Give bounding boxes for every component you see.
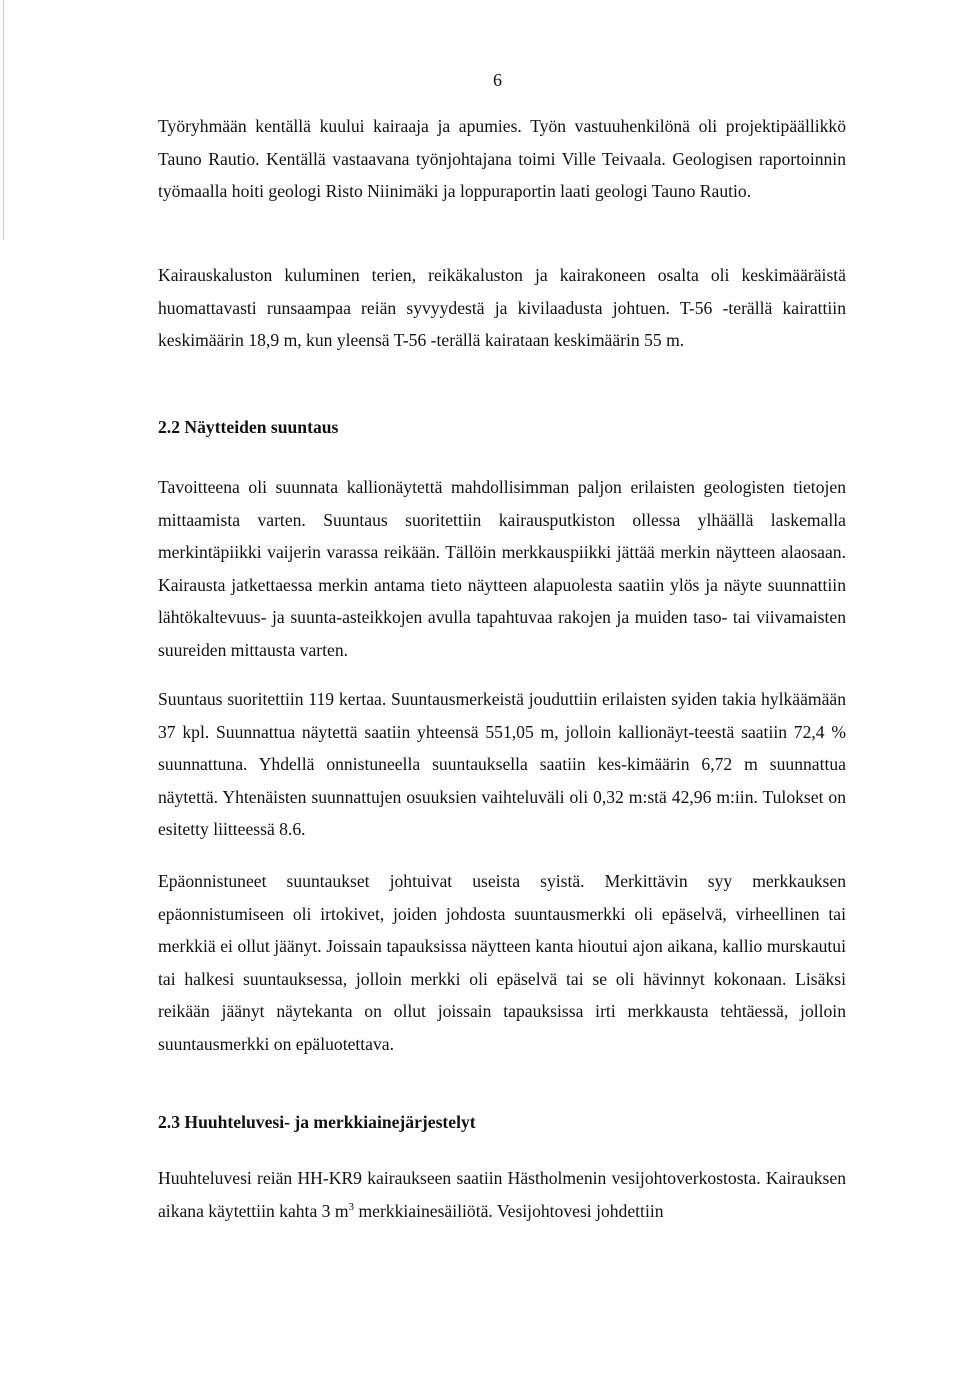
section-heading-2-3: 2.3 Huuhteluvesi- ja merkkiainejärjestelyt <box>158 1112 476 1132</box>
flushing-text-end: merkkiainesäiliötä. Vesijohtovesi johdettiin <box>354 1200 664 1221</box>
section-heading-2-2: 2.2 Näytteiden suuntaus <box>158 417 339 437</box>
paragraph-team: Työryhmään kentällä kuului kairaaja ja apumies. Työn vastuuhenkilönä oli projektipäällikkö Tauno Rautio. Kentällä vastaavana työnjohtajana toimi Ville Teivaala. Geologisen raportoinnin työmaalla hoiti geologi Risto Niinimäki ja loppuraportin laati geologi Tauno Rautio. <box>158 116 846 201</box>
paragraph-flushing-water <box>158 1162 846 1227</box>
cubic-superscript: 3 <box>348 1200 355 1213</box>
paragraph-failed-orientations: Epäonnistuneet suuntaukset johtuivat useista syistä. Merkittävin syy merkkauksen epäonnistumiseen oli irtokivet, joiden johdosta suuntausmerkki oli epäselvä, virheellinen tai merkkiä ei ollut jäänyt. Joissain tapauksissa näytteen kanta hioutui ajon aikana, kallio murskautui tai halkesi suuntauksessa, jolloin merkki oli epäselvä tai se oli hävinnyt kokonaan. Lisäksi reikään jäänyt näytekanta on ollut joissain tapauksissa irti merkkausta tehtäessä, jolloin suuntausmerkki on epäluotettava. <box>158 871 846 1054</box>
scan-edge <box>3 0 4 240</box>
paragraph-orientation-results: Suuntaus suoritettiin 119 kertaa. Suuntausmerkeistä jouduttiin erilaisten syiden takia hylkäämään 37 kpl. Suunnattua näytettä saatiin yhteensä 551,05 m, jolloin kallionäyt-teestä saatiin 72,4 % suunnattuna. Yhdellä onnistuneella suuntauksella saatiin kes-kimäärin 6,72 m suunnattua näytettä. Yhtenäisten suunnattujen osuuksien vaihteluväli oli 0,32 m:stä 42,96 m:iin. Tulokset on esitetty liitteessä 8.6. <box>158 689 846 839</box>
page-number: 6 <box>493 70 502 90</box>
paragraph-orientation-method: Tavoitteena oli suunnata kallionäytettä mahdollisimman paljon erilaisten geologisten tietojen mittaamista varten. Suuntaus suoritettiin kairausputkiston ollessa ylhäällä laskemalla merkintäpiikki vaijerin varassa reikään. Tällöin merkkauspiikki jättää merkin näytteen alaosaan. Kairausta jatkettaessa merkin antama tieto näytteen alapuolesta saatiin ylös ja näyte suunnattiin lähtökaltevuus- ja suunta-asteikkojen avulla tapahtuvaa rakojen ja muiden taso- tai viivamaisten suureiden mittausta varten. <box>158 477 846 660</box>
flushing-text-start: Huuhteluvesi reiän HH-KR9 kairaukseen saatiin Hästholmenin vesijohtoverkostosta. Kairauksen aikana käytettiin kahta 3 m <box>158 1168 846 1221</box>
paragraph-equipment-wear: Kairauskaluston kuluminen terien, reikäkaluston ja kairakoneen osalta oli keskimääräistä huomattavasti runsaampaa reiän syvyydestä ja kivilaadusta johtuen. T-56 -terällä kairattiin keskimäärin 18,9 m, kun yleensä T-56 -terällä kairataan keskimäärin 55 m. <box>158 265 846 350</box>
